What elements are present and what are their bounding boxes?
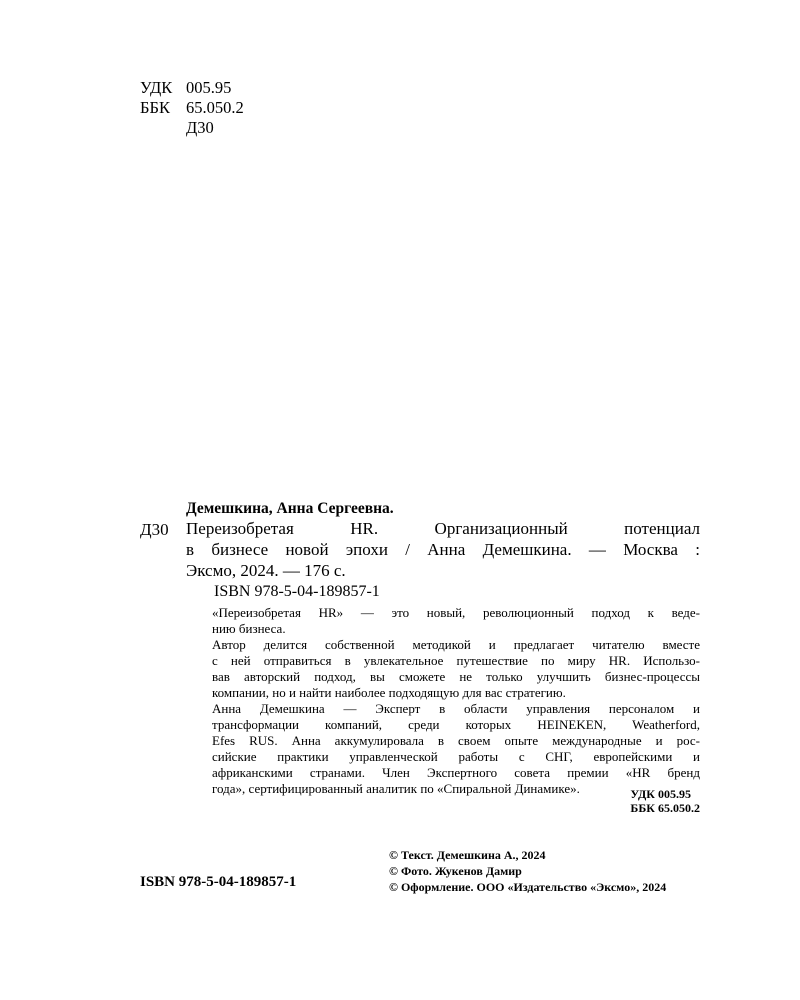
- annotation-line: Анна Демешкина — Эксперт в области управления персоналом и: [212, 701, 700, 716]
- bbk-row: [140, 98, 244, 118]
- copyright-line: © Фото. Жукенов Дамир: [389, 864, 522, 878]
- annotation-line: вав авторский подход, вы сможете не только улучшить бизнес-процессы: [212, 669, 700, 684]
- author-mark-top: Д30: [186, 118, 214, 137]
- title-line: Эксмо, 2024. — 176 с.: [186, 561, 346, 580]
- copyright-line: © Оформление. ООО «Издательство «Эксмо», 2024: [389, 880, 667, 894]
- copyright-line: © Текст. Демешкина А., 2024: [389, 848, 546, 862]
- annotation-line: года», сертифицированный аналитик по «Спиральной Динамике».: [212, 781, 580, 796]
- annotation: [186, 605, 700, 797]
- isbn-bottom: ISBN 978-5-04-189857-1: [140, 874, 297, 890]
- annotation-paragraph: [186, 701, 700, 797]
- bbk-label: ББК: [140, 98, 170, 117]
- title-line: в бизнесе новой эпохи / Анна Демешкина. — Москва :: [186, 540, 700, 559]
- annotation-line: нию бизнеса.: [212, 621, 286, 636]
- annotation-line: с ней отправиться в увлекательное путешествие по миру HR. Использо-: [212, 653, 700, 668]
- author-mark-row: [140, 118, 244, 138]
- bbk-code: ББК 65.050.2: [630, 801, 700, 815]
- bbk-value: 65.050.2: [186, 98, 244, 117]
- classification-block: [140, 78, 244, 138]
- annotation-line: трансформации компаний, среди которых HEINEKEN, Weatherford,: [212, 717, 700, 732]
- udk-code: УДК 005.95: [630, 787, 691, 801]
- udk-value: 005.95: [186, 78, 232, 97]
- annotation-line: Автор делится собственной методикой и предлагает читателю вместе: [212, 637, 700, 652]
- title-description: [186, 518, 700, 581]
- annotation-paragraph: [186, 637, 700, 701]
- codes-right: [630, 787, 700, 815]
- annotation-line: Efes RUS. Анна аккумулировала в своем опыте международные и рос-: [212, 733, 700, 748]
- udk-label: УДК: [140, 78, 173, 97]
- author-heading: Демешкина, Анна Сергеевна.: [186, 500, 394, 517]
- annotation-line: сийские практики управленческой работы с СНГ, европейскими и: [212, 749, 700, 764]
- isbn-main: ISBN 978-5-04-189857-1: [214, 583, 380, 600]
- title-line: Переизобретая HR. Организационный потенциал: [186, 519, 700, 538]
- udk-row: [140, 78, 244, 98]
- author-mark: Д30: [140, 520, 169, 539]
- annotation-line: «Переизобретая HR» — это новый, революционный подход к веде-: [212, 605, 700, 620]
- copyright-block: [389, 847, 666, 895]
- annotation-line: африканскими странами. Член Экспертного совета премии «HR бренд: [212, 765, 700, 780]
- annotation-line: компании, но и найти наиболее подходящую для вас стратегию.: [212, 685, 566, 700]
- annotation-paragraph: [186, 605, 700, 637]
